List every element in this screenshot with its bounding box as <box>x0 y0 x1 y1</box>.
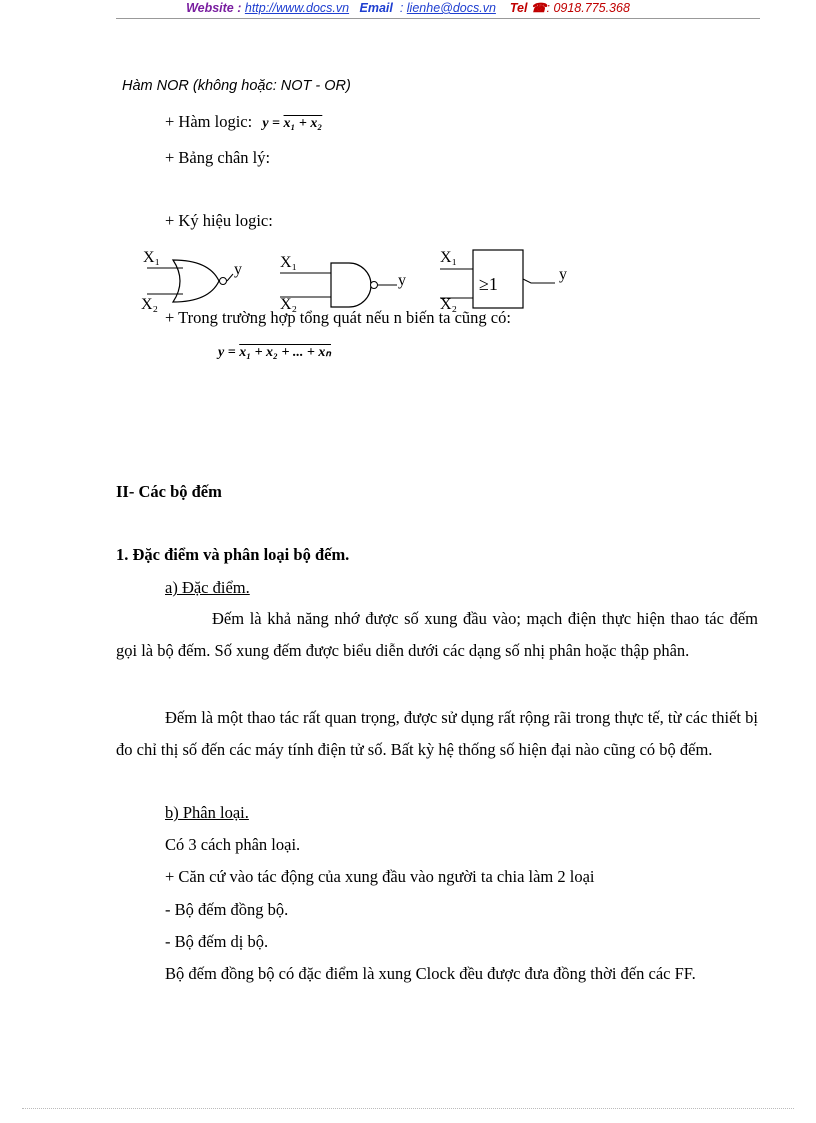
characteristics-title: a) Đặc điểm. <box>165 578 250 597</box>
footer-divider <box>22 1108 794 1109</box>
general-formula <box>218 344 331 361</box>
gate3-input2-label: X₂ <box>440 296 458 313</box>
formula-lhs: y = <box>262 116 281 131</box>
characteristics-paragraph: Đếm là khả năng nhớ được số xung đầu vào; mạch điện thực hiện thao tác đếm gọi là bộ đếm. Số xung đếm được biểu diễn dưới các dạng số nhị phân hoặc thập phân. <box>116 609 758 660</box>
nor-formula <box>262 116 322 131</box>
subsection-heading: 1. Đặc điểm và phân loại bộ đếm. <box>116 545 350 564</box>
general-formula-rhs: x₁ + x₂ + ... + xₙ <box>239 345 331 360</box>
section-heading: II- Các bộ đếm <box>116 482 222 501</box>
gate3-output-label: y <box>559 266 567 283</box>
phone-icon: ☎ <box>530 1 547 15</box>
website-label: Website <box>186 1 234 15</box>
classification-line-4: - Bộ đếm dị bộ. <box>165 932 269 951</box>
email-link[interactable]: lienhe@docs.vn <box>406 1 496 15</box>
website-link[interactable]: http://www.docs.vn <box>244 1 350 15</box>
nor-gate-or-shape <box>141 249 242 313</box>
gate1-input2-label: X₂ <box>141 296 159 313</box>
synchronous-paragraph: Bộ đếm đồng bộ có đặc điểm là xung Clock đều được đưa đồng thời đến các FF. <box>165 964 696 983</box>
classification-line-3: - Bộ đếm đồng bộ. <box>165 900 289 919</box>
truth-table-label: + Bảng chân lý: <box>165 148 271 167</box>
classification-line-1: Có 3 cách phân loại. <box>165 835 301 854</box>
gate2-input1-label: X₁ <box>280 254 298 271</box>
logic-function-line <box>165 112 322 134</box>
logic-function-label: + Hàm logic: <box>165 112 253 131</box>
formula-rhs: x₁ + x₂ <box>283 116 323 131</box>
nor-gate-symbols <box>135 238 605 318</box>
gate2-output-label: y <box>398 272 406 289</box>
nor-gate-iec-box <box>440 249 567 313</box>
gate2-input2-label: X₂ <box>280 296 298 313</box>
tel-value: : 0918.775.368 <box>546 1 630 15</box>
general-formula-lhs: y = <box>218 345 236 360</box>
gate1-input1-label: X₁ <box>143 249 161 266</box>
gate1-output-label: y <box>234 261 242 278</box>
importance-paragraph: Đếm là một thao tác rất quan trọng, được sử dụng rất rộng rãi trong thực tế, từ các thiết bị đo chỉ thị số đến các máy tính điện tử số. Bất kỳ hệ thống số hiện đại nào cũng có bộ đếm. <box>116 708 758 759</box>
general-case-label: + Trong trường hợp tổng quát nếu n biến ta cũng có: <box>165 308 511 327</box>
gate3-input1-label: X₁ <box>440 249 458 266</box>
logic-symbol-label: + Ký hiệu logic: <box>165 211 273 230</box>
classification-title: b) Phân loại. <box>165 803 249 822</box>
nor-title: Hàm NOR (không hoặc: NOT - OR) <box>122 78 351 94</box>
email-label: Email <box>359 1 393 15</box>
page-header: Website : http://www.docs.vn Email : lienhe@docs.vn Tel ☎: 0918.775.368 <box>186 1 630 15</box>
classification-line-2: + Căn cứ vào tác động của xung đầu vào người ta chia làm 2 loại <box>165 867 595 886</box>
nor-gate-and-shape <box>280 254 406 313</box>
gate3-box-symbol: ≥1 <box>479 274 498 294</box>
header-divider <box>116 18 760 19</box>
tel-label: Tel <box>509 1 528 15</box>
